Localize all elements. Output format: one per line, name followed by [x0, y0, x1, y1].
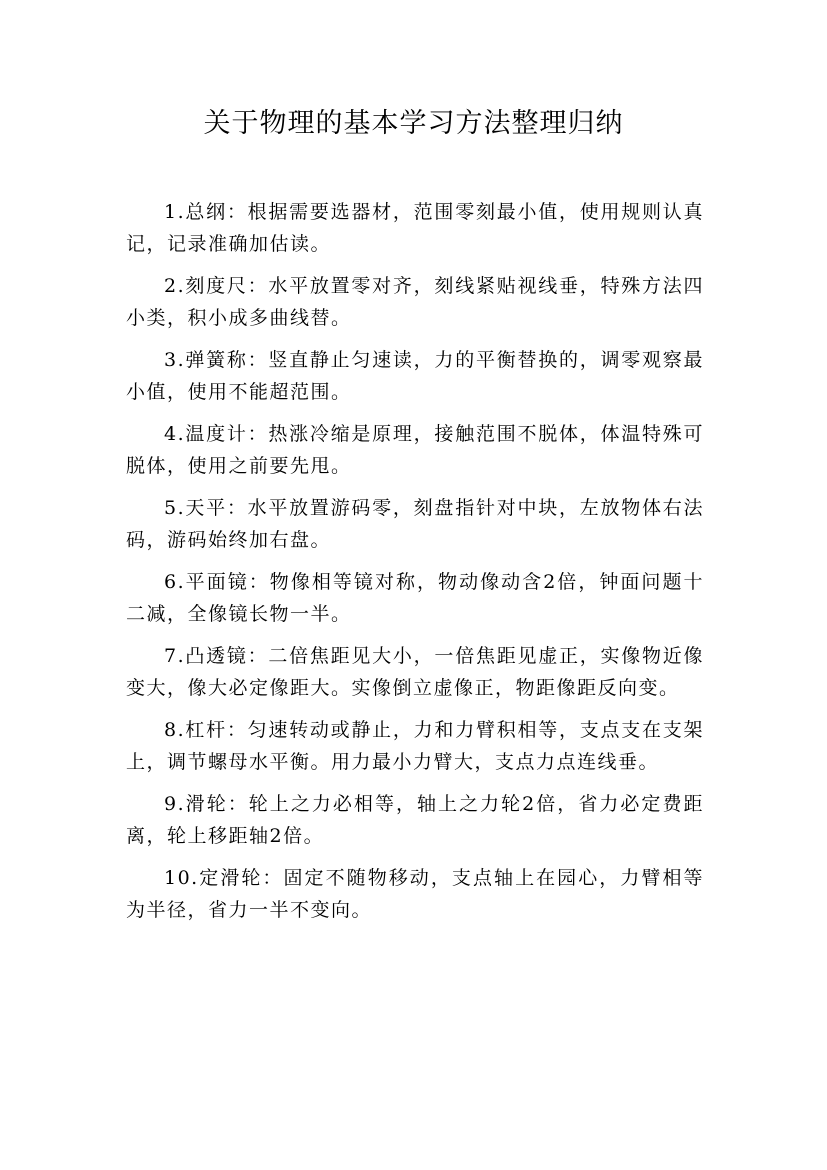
paragraph-3: 3.弹簧称：竖直静止匀速读，力的平衡替换的，调零观察最小值，使用不能超范围。 — [126, 349, 704, 403]
paragraph-9: 9.滑轮：轮上之力必相等，轴上之力轮2倍，省力必定费距离，轮上移距轴2倍。 — [126, 793, 704, 847]
paragraph-7: 7.凸透镜：二倍焦距见大小，一倍焦距见虚正，实像物近像变大，像大必定像距大。实像倒立虚像正，物距像距反向变。 — [126, 645, 704, 699]
paragraph-10: 10.定滑轮：固定不随物移动，支点轴上在园心，力臂相等为半径，省力一半不变向。 — [126, 867, 704, 921]
paragraph-8: 8.杠杆：匀速转动或静止，力和力臂积相等，支点支在支架上，调节螺母水平衡。用力最小力臂大，支点力点连线垂。 — [126, 719, 704, 773]
paragraph-4: 4.温度计：热涨冷缩是原理，接触范围不脱体，体温特殊可脱体，使用之前要先甩。 — [126, 423, 704, 477]
paragraph-1: 1.总纲：根据需要选器材，范围零刻最小值，使用规则认真记，记录准确加估读。 — [126, 201, 704, 255]
paragraph-6: 6.平面镜：物像相等镜对称，物动像动含2倍，钟面问题十二减，全像镜长物一半。 — [126, 571, 704, 625]
paragraph-2: 2.刻度尺：水平放置零对齐，刻线紧贴视线垂，特殊方法四小类，积小成多曲线替。 — [126, 275, 704, 329]
page-title: 关于物理的基本学习方法整理归纳 — [203, 108, 624, 139]
document-body — [126, 196, 704, 936]
paragraph-5: 5.天平：水平放置游码零，刻盘指针对中块，左放物体右法码，游码始终加右盘。 — [126, 497, 704, 551]
